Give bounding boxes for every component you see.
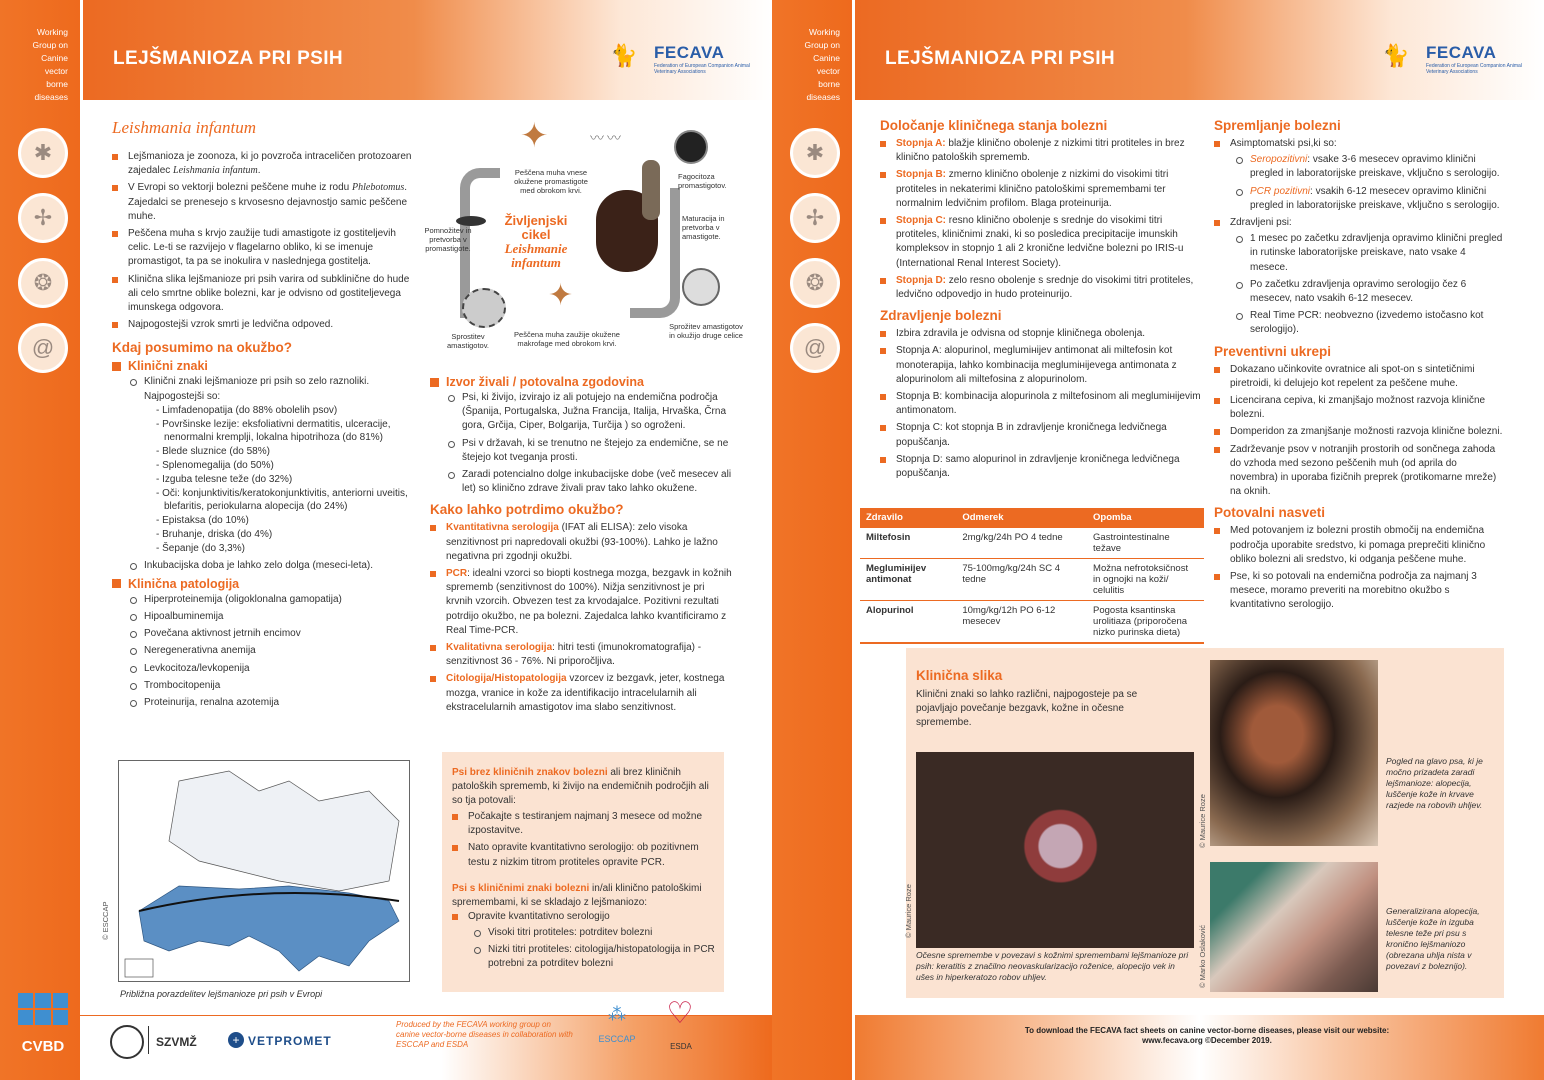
esda-logo: ESDA (670, 1042, 692, 1051)
species-title: Leishmania infantum (112, 118, 257, 137)
list-item: Klinični znaki lejšmanioze pri psih so zelo raznoliki. Najpogostejši so: - Limfadenopatija (do 88% obolelih psov) - Površinske lezije: eksfoliativni dermatitis, ulceracije, nenormalni kremplji, lokalna hipotrihoza (do 81%) - Blede sluznice (do 58%) - Splenomegalija (do 50%) - Izguba telesne teže (do 32%) - Oči: konjunktivitis/keratokonjunktivitis, anteriorni uveitis, blefaritis, periokularna alopecija (do 24%) - Epistaksa (do 10%) - Bruhanje, driska (do 4%) - Šepanje (do 3,3%) (128, 375, 417, 555)
list-item: Inkubacijska doba je lahko zelo dolga (meseci-leta). (128, 559, 417, 573)
page-header (83, 0, 772, 100)
list-item: Stopnja C: resno klinično obolenje s srednje do visokimi titri protiteles, kliničnimi znaki, ki so posledica precipitacije imunskih kompleksov in stopnjo 1 ali 2 kronične ledvične bolezni po IRIS-u (International Renal Interest Society). (880, 214, 1202, 271)
table-cell: Pogosta ksantinska urolitiaza (priporočena nizko purinska dieta) (1087, 601, 1204, 643)
confirm-list (430, 521, 732, 715)
cvbd-logo (18, 993, 68, 1025)
list-item: - Epistaksa (do 10%) (156, 515, 249, 527)
list-item: PCR pozitivni: vsakih 6-12 mesecev opravimo klinični pregled in laboratorijske preiskave, vključno s serologijo. (1234, 185, 1504, 213)
list-item: Med potovanjem iz bolezni prostih območij na endemična področja uporabite sredstvo, ki pomaga preprečiti klinično obliko bolezni ali sredstvo, ki odganja peščene muhe. (1214, 524, 1504, 567)
section-title: Preventivni ukrepi (1214, 343, 1332, 359)
list-item: Dokazano učinkovite ovratnice ali spot-on s sintetičnimi piretroidi, ki delujejo kot repelent za peščene muhe. (1214, 363, 1504, 391)
list-item: Nizki titri protiteles: citologija/histopatologija in PCR potrebni za potrditev bolezni (472, 943, 716, 971)
photo-credit: © Marko Oslaković (1198, 924, 1207, 988)
section-title: Klinična slika (916, 668, 1003, 683)
sidebar (772, 0, 852, 1080)
intro-list (112, 150, 417, 332)
table-cell: Meglumінijev antimonat (860, 559, 956, 601)
logo-divider (148, 1026, 149, 1054)
table-cell: 2mg/kg/24h PO 4 tedne (956, 528, 1087, 559)
flea-icon: ❂ (18, 258, 68, 308)
cycle-label: Sprostitev amastigotov. (447, 332, 489, 350)
table-row (860, 559, 1204, 601)
list-item: Opravite kvantitativno serologijo Visoki titri protiteles: potrditev bolezni Nizki titri protiteles: citologija/histopatologija in PCR potrebni za potrditev bolezni (452, 910, 716, 972)
clinical-intro: Klinični znaki so lahko različni, najpogosteje pa se pojavljajo povečanje bezgavk, kožne in očesne spremembe. (916, 689, 1138, 728)
list-item: Levkocitoza/levkopenija (128, 662, 417, 676)
list-item: PCR: idealni vzorci so biopti kostnega mozga, bezgavk in kožnih sprememb (senzitivnost do 100%). Nižja senzitivnost je pri krvnih vzorcih. Obvezen test za krvodajalce. Pozitivni rezultati potrdijo okužbo, ne pa bolezni. Zajedalca lahko kvantificiramo z Real Time-PCR. (430, 567, 732, 638)
flea-icon: ❂ (790, 258, 840, 308)
list-item: Počakajte s testiranjem najmanj 3 mesece od možne izpostavitve. (452, 810, 716, 838)
europe-map (118, 760, 410, 982)
staging-section (880, 112, 1202, 484)
section-title-wrap (916, 668, 1136, 688)
table-header: Zdravilo (860, 508, 956, 528)
sandfly-icon: ✦ (548, 279, 574, 312)
esda-heart-icon: ♡ (666, 997, 694, 1030)
amastigote-icon (462, 288, 506, 328)
fecava-logo: 🐈 FECAVA Federation of European Companion Animal Veterinary Associations (1382, 36, 1528, 76)
box-list (452, 810, 716, 870)
monitor-list (1214, 137, 1504, 338)
cycle-label: Sprožitev amastigotov in okužijo druge celice (669, 322, 743, 340)
list-item: Visoki titri protiteles: potrditev bolezni (472, 926, 716, 940)
list-item: Stopnja B: zmerno klinično obolenje z nizkimi do visokimi titri protiteles in nekaterimi klinično patološkimi spremembami ter normalnim ledvičnim profilom. Blaga proteinurija. (880, 168, 1202, 211)
mosquito-icon: ✢ (790, 193, 840, 243)
list-item: Stopnja C: kot stopnja B in zdravljenje kroničnega ledvičnega popuščanja. (880, 421, 1202, 449)
list-item: Psi v državah, ki se trenutno ne štejejo za endemične, se ne štejejo kot tveganja prosti. (446, 437, 732, 465)
list-item: - Površinske lezije: eksfoliativni dermatitis, ulceracije, nenormalni kremplji, lokalna hipotrihoza (do 81%) (156, 418, 391, 444)
footer-band (855, 1015, 1544, 1080)
table-cell: Gastrointestinalne težave (1087, 528, 1204, 559)
list-item: Zdravljeni psi: 1 mesec po začetku zdravljenja opravimo klinični pregled in rutinske laboratorijske preiskave, nato vsake 4 mesece. Po začetku zdravljenja opravimo serologijo čez 6 mesecev, nato vsakih 6-12 mesecev. Real Time PCR: neobvezno (izvedemo istočasno kot serologijo). (1214, 216, 1504, 338)
cvbd-logo-text: CVBD (21, 1038, 65, 1055)
origin-section (430, 372, 732, 718)
prevent-list (1214, 363, 1504, 500)
subsection-title: Klinični znaki (112, 359, 417, 373)
cell-icon (674, 130, 708, 164)
list-item: Real Time PCR: neobvezno (izvedemo istočasno kot serologijo). (1234, 309, 1504, 337)
list-item: V Evropi so vektorji bolezni peščene muhe iz rodu Phlebotomus. Zajedalci se prenesejo s krvosesno dejavnostjo samic peščene muhe. (112, 181, 417, 224)
section-title: Zdravljenje bolezni (880, 308, 1002, 324)
box-para: Psi brez kliničnih znakov bolezni ali brez kliničnih patoloških sprememb, ki živijo na endemičnih področjih ali so tja potovali: (452, 767, 709, 806)
cycle-label: Fagocitoza promastigotov. (678, 172, 727, 190)
list-item: Neregenerativna anemija (128, 644, 417, 658)
map-credit: © ESCCAP (101, 901, 110, 940)
clinical-signs-list (128, 375, 417, 572)
plus-icon: + (228, 1032, 244, 1048)
signs-sublist (154, 404, 417, 556)
map-svg (119, 761, 410, 982)
section-title: Potovalni nasveti (1214, 505, 1326, 521)
eye-lesion-photo (916, 752, 1194, 948)
head-caption: Pogled na glavo psa, ki je močno prizadeta zaradi lejšmanioze: alopecija, luščenje kože in krvave razjede na robovih uhljev. (1386, 756, 1483, 810)
section-title: Spremljanje bolezni (1214, 118, 1341, 133)
box-sublist (472, 926, 716, 972)
cycle-label: Peščena muha vnese okužene promastigote med obrokom krvi. (514, 168, 588, 195)
table-header: Odmerek (956, 508, 1087, 528)
list-item: - Šepanje (do 3,3%) (156, 542, 245, 554)
list-item: Pse, ki so potovali na endemična področja za najmanj 3 mesece, moramo preveriti na morebitno okužbo s kvantitativno serologijo. (1214, 570, 1504, 613)
working-group-text: Working Group on Canine vector borne diseases (32, 27, 68, 102)
box-para: Psi s kliničnimi znaki bolezni in/ali klinično patološkimi spremembami, ki se skladajo z lejšmaniozo: (452, 882, 702, 908)
eye-caption: Očesne spremembe v povezavi s kožnimi spremembami lejšmanioze pri psih: keratitis z značilno neovaskularizacijo roženice, alopecijo vek in ušes in hiperkeratozo robov uhljev. (916, 950, 1189, 982)
page-header (855, 0, 1544, 100)
list-item: - Oči: konjunktivitis/keratokonjunktivitis, anteriorni uveitis, blefaritis, periokularna alopecija (do 24%) (156, 487, 408, 513)
cat-dog-icon: 🐈 (1382, 43, 1410, 68)
download-note: To download the FECAVA fact sheets on canine vector-borne diseases, please visit our website: www.fecava.org ©December 2019. (1024, 1026, 1390, 1045)
page-title: LEJŠMANIOZA PRI PSIH (113, 48, 344, 69)
list-item: Povečana aktivnost jetrnih encimov (128, 627, 417, 641)
promastigote-icon: 〰〰 (590, 130, 624, 146)
testing-box (442, 752, 724, 992)
list-item: Peščena muha s krvjo zaužije tudi amastigote iz gostiteljevih celic. Le-ti se razvijejo v flagelarno obliko, ki se imenuje promastigot, ta pa se inokulira v naslednjega gostitelja. (112, 227, 417, 270)
list-item: Kvalitativna serologija: hitri testi (imunokromatografija) -senzitivnost 36 - 76%. Ni priporočljiva. (430, 641, 732, 669)
table-cell: 10mg/kg/12h PO 6-12 mesecev (956, 601, 1087, 643)
travel-list (1214, 524, 1504, 612)
sidebar (0, 0, 80, 1080)
list-item: Proteinurija, renalna azotemija (128, 696, 417, 710)
list-item: Najpogostejši vzrok smrti je ledvična odpoved. (112, 318, 417, 332)
tick-icon: ✱ (790, 128, 840, 178)
list-item: Domperidon za zmanjšanje možnosti razvoja klinične bolezni. (1214, 425, 1504, 439)
subsection-title: Klinična patologija (112, 577, 417, 591)
table-row (860, 528, 1204, 559)
dog-head-photo (1210, 660, 1378, 846)
list-item: Izbira zdravila je odvisna od stopnje kliničnega obolenja. (880, 327, 1202, 341)
dog-body-photo (1210, 862, 1378, 992)
map-caption: Približna porazdelitev lejšmanioze pri psih v Evropi (120, 989, 323, 999)
origin-list (446, 391, 732, 496)
table-header: Opomba (1087, 508, 1204, 528)
promastigote-icon (456, 216, 486, 226)
mosquito-icon: ✢ (18, 193, 68, 243)
list-item: - Blede sluznice (do 58%) (156, 446, 270, 458)
list-item: Hipoalbuminemija (128, 610, 417, 624)
szvmz-logo: SZVMŽ (156, 1035, 197, 1049)
list-item: - Izguba telesne teže (do 32%) (156, 473, 293, 485)
list-item: Stopnja A: blažje klinično obolenje z nizkimi titri protiteles in brez klinično patoloških sprememb. (880, 137, 1202, 165)
list-item: Kvantitativna serologija (IFAT ali ELISA): zelo visoka senzitivnost pri napredovali okužbi (93-100%). Lahko je lažno negativna pri zgodnji okužbi. (430, 521, 732, 564)
page-title: LEJŠMANIOZA PRI PSIH (885, 48, 1116, 69)
monitor-sublist (1234, 153, 1504, 213)
list-item: Zaradi potencialno dolge inkubacijske dobe (več mesecev ali let) so klinično zdrave živali prav tako lahko okužene. (446, 468, 732, 496)
monitor-sublist (1234, 232, 1504, 337)
table-cell: Miltefosin (860, 528, 956, 559)
life-cycle-title: Življenjski cikel Leishmanie infantum (504, 213, 568, 270)
list-item: Zadrževanje psov v notranjih prostorih od sončnega zahoda do vzhoda med sezono peščenih muh (od aprila do novembra) in uporaba fizičnih preprek (protikomarne mreže) na oknih. (1214, 443, 1504, 500)
staging-list (880, 137, 1202, 302)
table-cell: 75-100mg/kg/24h SC 4 tedne (956, 559, 1087, 601)
clinical-picture-box (906, 648, 1504, 998)
subsection-title: Izvor živali / potovalna zgodovina (430, 375, 732, 389)
list-item: Seropozitivni: vsake 3-6 mesecev opravimo klinični pregled in laboratorijske preiskave, vključno s serologijo. (1234, 153, 1504, 181)
pathology-list (128, 593, 417, 710)
table-cell: Možna nefrotoksičnost in ognojki na koži/ celulitis (1087, 559, 1204, 601)
list-item: Stopnja B: kombinacija alopurinola z miltefosinom ali meglumінijevim antimonatom. (880, 390, 1202, 418)
list-item: Klinična slika lejšmanioze pri psih varira od subklinične do hude ali celo smrtne oblike bolezni, kar je odvisno od gostiteljevega imunskega odgovora. (112, 273, 417, 316)
list-item: Hiperproteinemija (oligoklonalna gamopatija) (128, 593, 417, 607)
photo-credit: © Maurice Roze (1198, 794, 1207, 848)
table-row (860, 601, 1204, 643)
esccap-icon: ⁂ (608, 1004, 626, 1024)
list-item: Nato opravite kvantitativno serologijo: ob pozitivnem testu z nizkim titrom protiteles opravite PCR. (452, 841, 716, 869)
section-title: Kako lahko potrdimo okužbo? (430, 502, 624, 518)
working-group-text: Working Group on Canine vector borne diseases (804, 27, 840, 102)
snail-icon: @ (18, 323, 68, 373)
list-item: 1 mesec po začetku zdravljenja opravimo klinični pregled in rutinske laboratorijske preiskave, nato vsake 4 mesece. (1234, 232, 1504, 275)
page-right (772, 0, 1544, 1080)
cat-dog-icon: 🐈 (610, 43, 638, 68)
list-item: Citologija/Histopatologija vzorcev iz bezgavk, jeter, kostnega mozga, vranice in kože za identifikacijo intracelularnih ali ekstracelularnih amastigotov ima slabo senzitivnost. (430, 672, 732, 715)
section-title: Določanje kliničnega stanja bolezni (880, 118, 1108, 133)
section-title: Kdaj posumimo na okužbo? (112, 340, 293, 356)
list-item: Asimptomatski psi,ki so: Seropozitivni: vsake 3-6 mesecev opravimo klinični pregled in laboratorijske preiskave, vključno s serologijo. PCR pozitivni: vsakih 6-12 mesecev opravimo klinični pregled in laboratorijske preiskave, vključno s serologijo. (1214, 137, 1504, 213)
table-cell: Alopurinol (860, 601, 956, 643)
intro-section (112, 118, 417, 713)
list-item: Stopnja D: zelo resno obolenje s srednje do visokimi titri protiteles, ledvično odpovedjo in hudo proteinurijo. (880, 274, 1202, 302)
list-item: Lejšmanioza je zoonoza, ki jo povzroča intraceličen protozoaren zajedalec Leishmania infantum. (112, 150, 417, 178)
person-icon (642, 160, 660, 220)
tick-icon: ✱ (18, 128, 68, 178)
life-cycle-diagram (420, 108, 770, 358)
list-item: Stopnja D: samo alopurinol in zdravljenje kroničnega ledvičnega popuščanja. (880, 453, 1202, 481)
list-item: - Bruhanje, driska (do 4%) (156, 529, 273, 541)
list-item: Psi, ki živijo, izvirajo iz ali potujejo na endemična področja (Španija, Portugalska, Južna Francija, Italija, Hrvaška, Črna gora, Grčija, Ciper, Bolgarija, Turčija ) so ogroženi. (446, 391, 732, 434)
fecava-logo: 🐈 FECAVA Federation of European Companion Animal Veterinary Associations (610, 36, 756, 76)
cycle-label: Pomnožitev in pretvorba v promastigote. (424, 226, 472, 253)
body-caption: Generalizirana alopecija, luščenje kože in izguba telesne teže pri psu s kronično lejšmaniozo (obrezana uhlja nista v povezavi z boleznijo). (1386, 906, 1480, 971)
list-item: Po začetku zdravljenja opravimo serologijo čez 6 mesecev, nato vsakih 6-12 mesecev. (1234, 278, 1504, 306)
monitoring-section (1214, 112, 1504, 616)
drug-table (860, 508, 1204, 644)
vetpromet-logo: VETPROMET (248, 1034, 332, 1048)
treatment-list (880, 327, 1202, 481)
sandfly-icon: ✦ (520, 117, 549, 155)
photo-credit: © Maurice Roze (904, 884, 913, 938)
list-item: Trombocitopenija (128, 679, 417, 693)
vet-logo (110, 1025, 144, 1059)
list-item: - Limfadenopatija (do 88% obolelih psov) (156, 404, 338, 416)
cell-icon (682, 268, 720, 306)
list-item: Licencirana cepiva, ki zmanjšajo možnost razvoja klinične bolezni. (1214, 394, 1504, 422)
box-list (452, 910, 716, 972)
esccap-logo: ESCCAP (598, 1034, 636, 1044)
list-item: Stopnja A: alopurinol, meglumінijev antimonat ali miltefosin kot monoterapija, lahko kombinacija meglumінijevega antimonata z alopurinolom ali miltefosina z alopurinolom. (880, 344, 1202, 387)
snail-icon: @ (790, 323, 840, 373)
produced-by-text: Produced by the FECAVA working group on canine vector-borne diseases in collaboration with ESCCAP and ESDA (396, 1020, 573, 1049)
cycle-label: Maturacija in pretvorba v amastigote. (682, 214, 725, 241)
list-item: - Splenomegalija (do 50%) (156, 460, 274, 472)
cycle-label: Peščena muha zaužije okužene makrofage med obrokom krvi. (514, 330, 620, 348)
